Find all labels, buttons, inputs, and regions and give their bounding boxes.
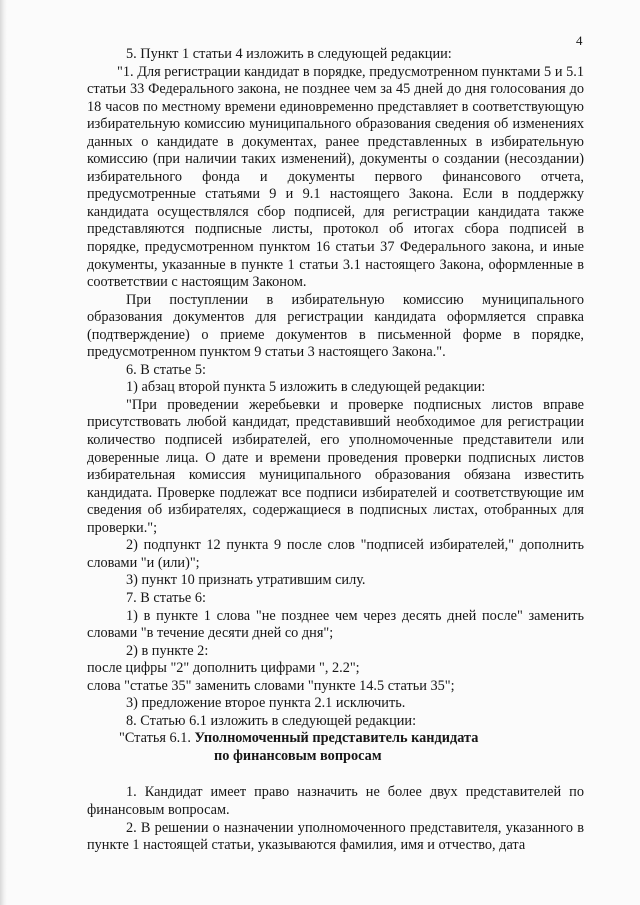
document-body — [87, 46, 584, 855]
article-6-1-point-2: 2. В решении о назначении уполномоченного представителя, указанного в пункте 1 настоящей статьи, указываются фамилия, имя и отчество, дата — [87, 819, 584, 854]
amendment-item-8: 8. Статью 6.1 изложить в следующей редакции: — [126, 712, 417, 729]
item-7-subitem-2-change-a: после цифры "2" дополнить цифрами ", 2.2"; — [87, 660, 360, 677]
item-7-subitem-2-change-b: слова "статье 35" заменить словами "пункте 14.5 статьи 35"; — [87, 677, 455, 694]
article-6-1-title-line2: по финансовым вопросам — [214, 747, 382, 764]
article-6-1-heading — [87, 730, 584, 765]
article-4-point-1-second-paragraph: При поступлении в избирательную комиссию муниципального образования документов для регистрации кандидата оформляется справка (подтверждение) о приеме документов в письменной форме в порядке, предусмотренном пунктом 9 статьи 3 настоящего Закона.". — [87, 291, 584, 361]
article-5-point-5-text: "При проведении жеребьевки и проверке подписных листов вправе присутствовать любой кандидат, представивший необходимое для регистрации количество подписей избирателей, его уполномоченные представители или доверенные лица. О дате и времени проведения проверки подписных листов избирательная комиссия муниципального образования обязана известить кандидата. Проверке подлежат все подписи избирателей и соответствующие им сведения об избирателях, содержащиеся в подписных листах, отобранных для проверки."; — [87, 396, 584, 536]
item-6-subitem-2: 2) подпункт 12 пункта 9 после слов "подписей избирателей," дополнить словами "и (или)"; — [87, 537, 584, 571]
amendment-item-7: 7. В статье 6: — [126, 589, 206, 606]
item-6-subitem-1: 1) абзац второй пункта 5 изложить в следующей редакции: — [126, 379, 486, 396]
item-7-subitem-3: 3) предложение второе пункта 2.1 исключить. — [126, 695, 406, 712]
article-6-1-point-1: 1. Кандидат имеет право назначить не более двух представителей по финансовым вопросам. — [87, 784, 584, 818]
article-6-1-heading-prefix: "Статья 6.1. — [119, 730, 195, 747]
item-6-subitem-3: 3) пункт 10 признать утратившим силу. — [126, 572, 366, 589]
article-6-1-title-line1: Уполномоченный представитель кандидата — [194, 730, 479, 747]
amendment-item-6: 6. В статье 5: — [126, 361, 206, 378]
page-number: 4 — [576, 33, 583, 48]
item-7-subitem-2: 2) в пункте 2: — [126, 642, 209, 659]
amendment-item-5: 5. Пункт 1 статьи 4 изложить в следующей редакции: — [126, 46, 452, 62]
scan-edge-shadow — [0, 0, 7, 905]
item-7-subitem-1: 1) в пункте 1 слова "не позднее чем через десять дней после" заменить словами "в течение десяти дней со дня"; — [87, 607, 584, 642]
article-4-point-1-text: "1. Для регистрации кандидат в порядке, предусмотренном пунктами 5 и 5.1 статьи 33 Федерального закона, не позднее чем за 45 дней до дня голосования до 18 часов по местному времени единовременно представляет в соответствующую избирательную комиссию муниципального образования сведения об изменениях данных о кандидате в документах, ранее представленных в избирательную комиссию (при наличии таких изменений), документы о создании (несоздании) избирательного фонда и документы первого финансового отчета, предусмотренные статьями 9 и 9.1 настоящего Закона. Если в поддержку кандидата осуществлялся сбор подписей, для регистрации кандидата также представляются подписные листы, протокол об итогах сбора подписей в порядке, предусмотренном пунктом 16 статьи 37 Федерального закона, и иные документы, указанные в пункте 1 статьи 3.1 настоящего Закона, оформленные в соответствии с настоящим Законом. — [87, 63, 584, 291]
heading-spacer — [87, 765, 584, 784]
